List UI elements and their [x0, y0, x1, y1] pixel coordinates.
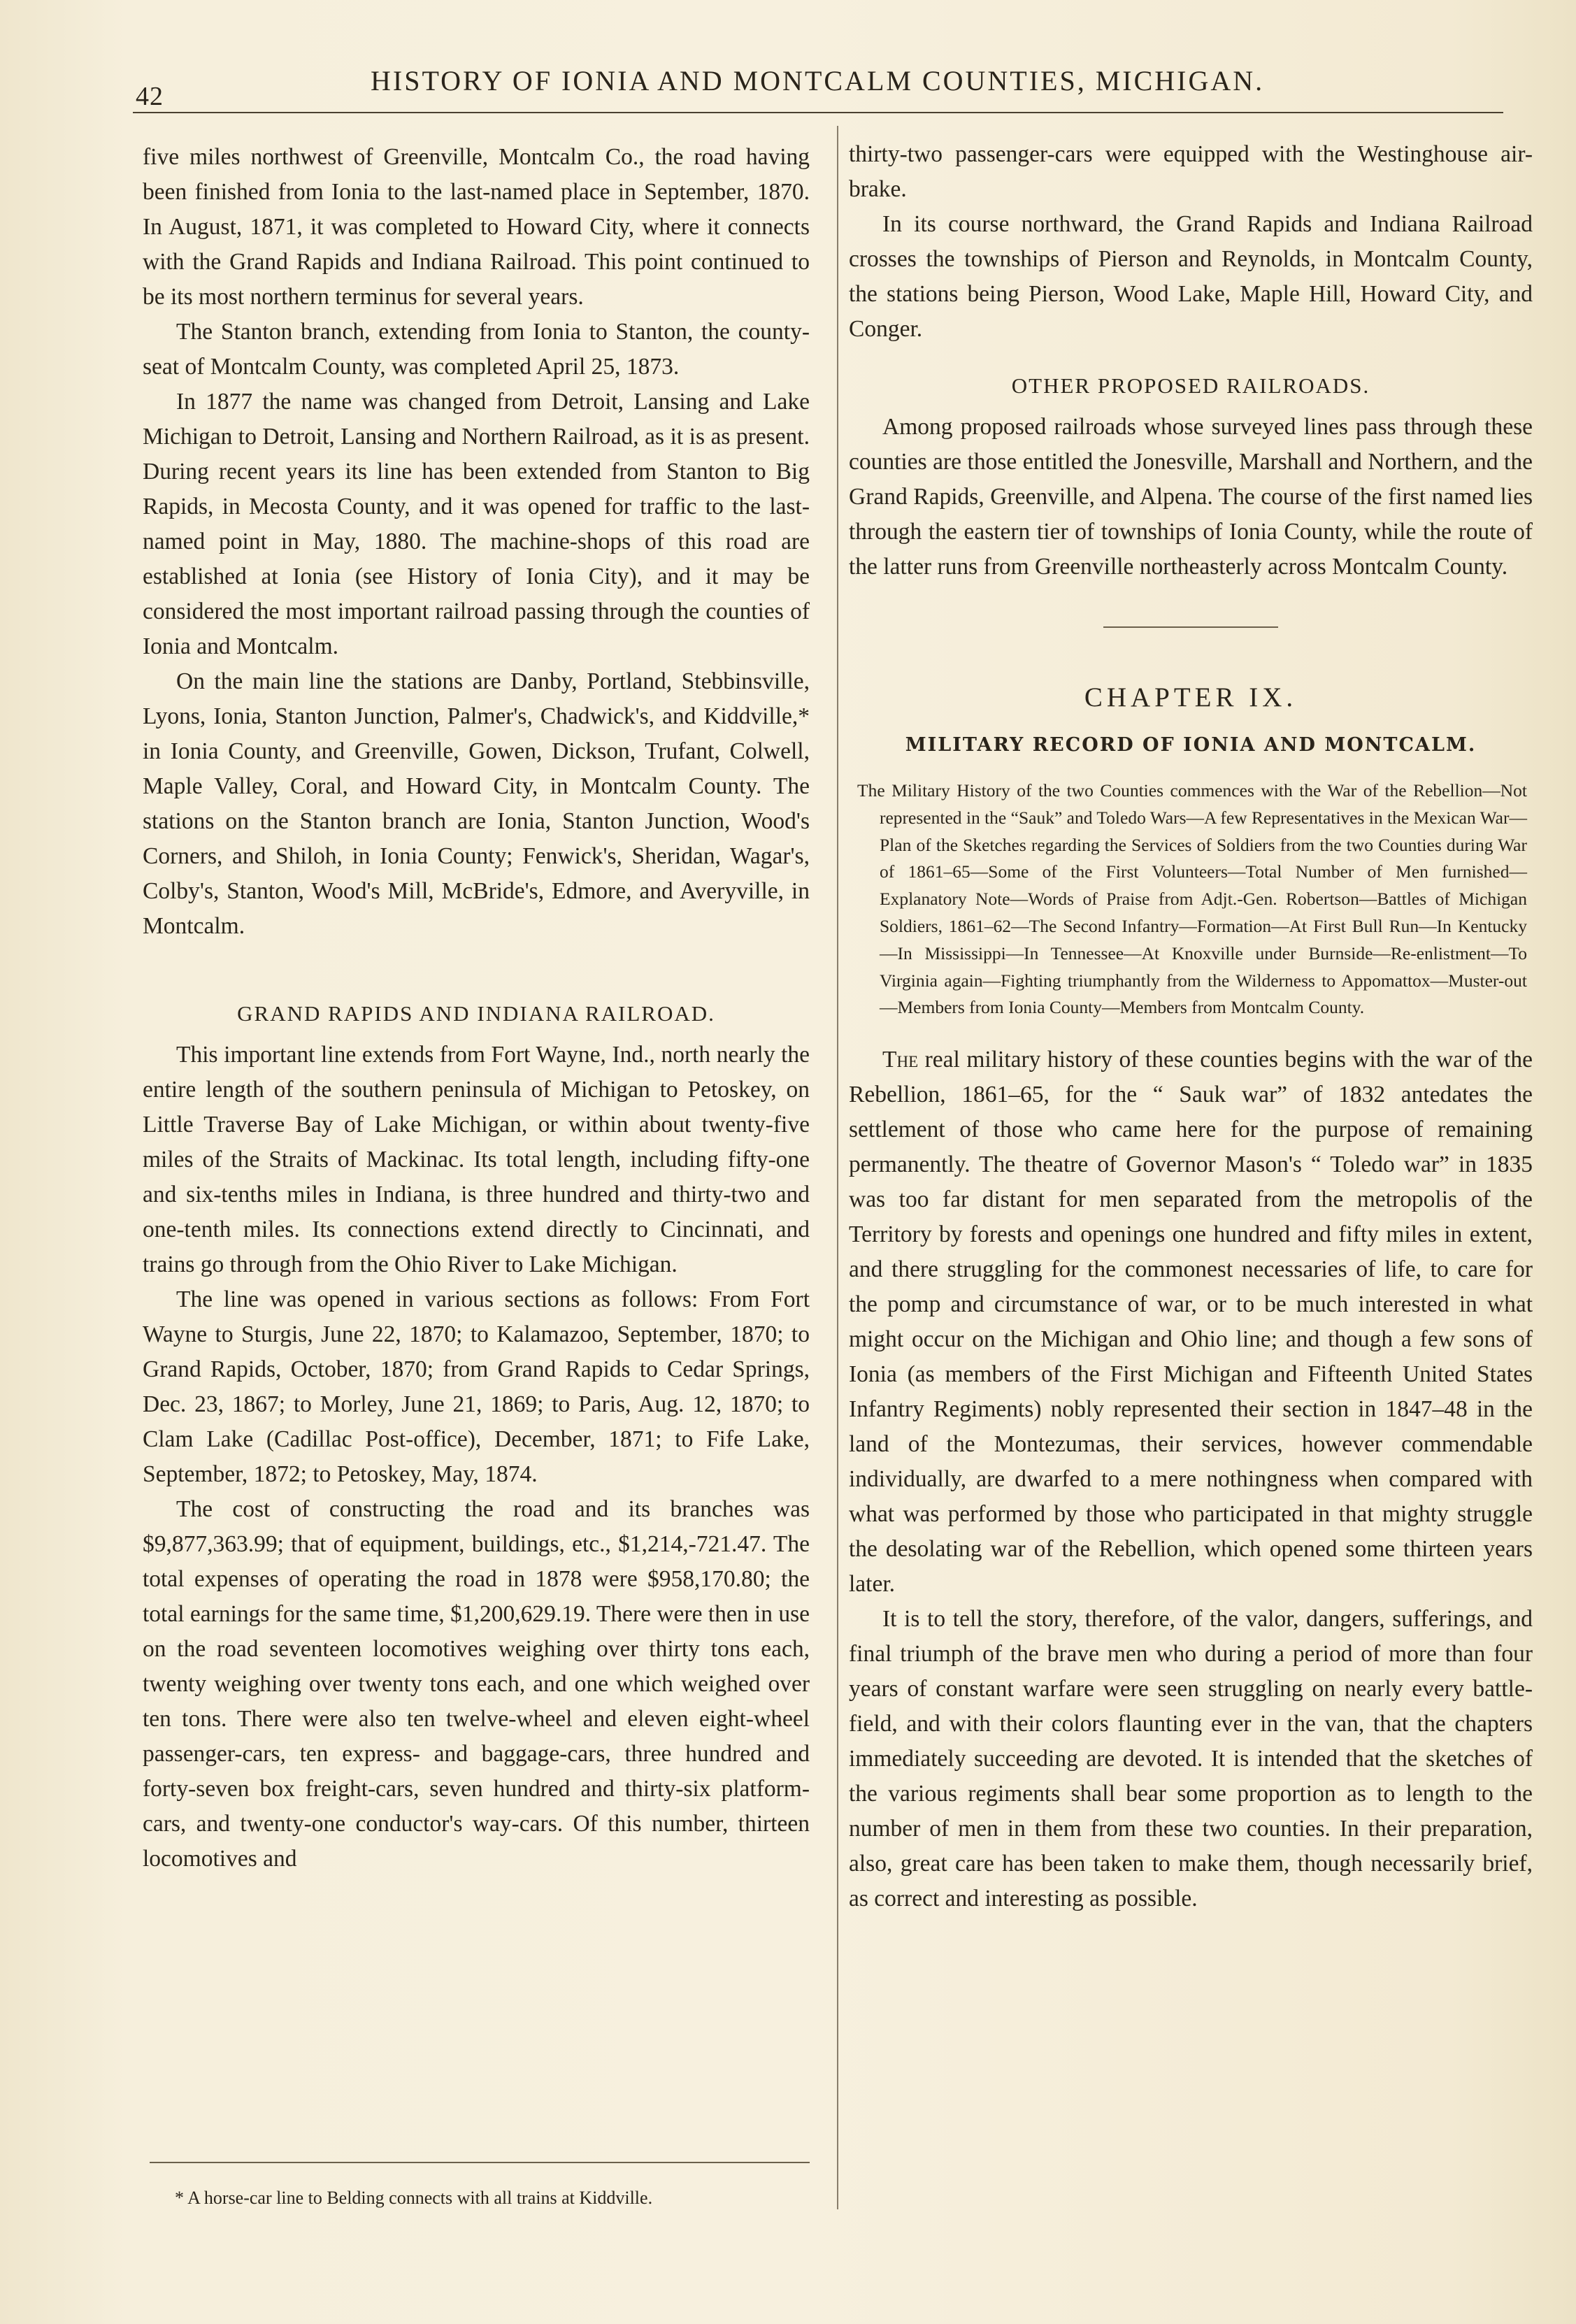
section-heading-proposed-railroads: OTHER PROPOSED RAILROADS. [1011, 373, 1370, 398]
left-column [143, 140, 810, 1877]
section-heading-grand-rapids: GRAND RAPIDS AND INDIANA RAILROAD. [237, 1001, 715, 1026]
chapter-synopsis: The Military History of the two Counties commences with the War of the Rebellion—Not represented in the “Sauk” and Toledo Wars—A few Representatives in the Mexican War—Plan of the Sketches regarding the Services of Soldiers from the two Counties during War of 1861–65—Some of the First Volunteers—Total Number of Men furnished—Explanatory Note—Words of Praise from Adjt.-Gen. Robertson—Battles of Michigan Soldiers, 1861–62—The Second Infantry—Formation—At First Bull Run—In Kentucky—In Mississippi—In Tennessee—At Knoxville under Burnside—Re-enlistment—To Virginia again—Fighting triumphantly from the Wilderness to Appomattox—Muster-out—Members from Ionia County—Members from Montcalm County. [857, 780, 1527, 1018]
opening-text: real military history of these counties begins with the war of the Rebellion, 1861–65, for the “ Sauk war” of 1832 antedates the settlement of those who came here for the purpose of remaining permanently. The theatre of Governor Mason's “ Toledo war” in 1835 was too far distant for men separated from the metropolis of the Territory by forests and openings one hundred and fifty miles in extent, and there struggling for the commonest necessaries of life, to care for the pomp and circumstance of war, or to be much interested in what might occur on the Michigan and Ohio line; and though a few sons of Ionia (as members of the First Michigan and Fifteenth United States Infantry Regiments) nobly represented their section in 1847–48 in the land of the Montezumas, their services, however commendable individually, are dwarfed to a mere nothingness when compared with what was performed by those who participated in that mighty struggle the desolating war of the Rebellion, which opened some thirteen years later. [849, 1047, 1533, 1598]
paragraph: Among proposed railroads whose surveyed lines pass through these counties are those entitled the Jonesville, Marshall and Northern, and the Grand Rapids, Greenville, and Alpena. The course of the first named lies through the eastern tier of townships of Ionia County, while the route of the latter runs from Greenville northeasterly across Montcalm County. [849, 414, 1533, 580]
paragraph: The cost of constructing the road and its branches was $9,877,363.99; that of equipment, buildings, etc., $1,214,-721.47. The total expenses of operating the road in 1878 were $958,170.80; the total earnings for the same time, $1,200,629.19. There were then in use on the road seventeen locomotives weighing over thirty tons each, twenty weighing over twenty tons each, and one which weighed over ten tons. There were also ten twelve-wheel and eleven eight-wheel passenger-cars, ten express- and baggage-cars, three hundred and forty-seven box freight-cars, seven hundred and thirty-six platform-cars, and twenty-one conductor's way-cars. Of this number, thirteen locomotives and [143, 1496, 810, 1872]
footnote: * A horse-car line to Belding connects with all trains at Kiddville. [175, 2188, 653, 2208]
paragraph: The Stanton branch, extending from Ionia to Stanton, the county-seat of Montcalm County, was completed April 25, 1873. [143, 319, 810, 380]
header-rule [133, 112, 1503, 113]
footnote-rule [150, 2162, 810, 2163]
paragraph: It is to tell the story, therefore, of the valor, dangers, sufferings, and final triumph of the brave men who during a period of more than four years of constant warfare were seen struggling on nearly every battle-field, and with their colors flaunting ever in the van, that the chapters immediately succeeding are devoted. It is intended that the sketches of the various regiments shall bear some proportion as to length to the number of men in them from these two counties. In their preparation, also, great care has been taken to make them, though necessarily brief, as correct and interesting as possible. [849, 1606, 1533, 1912]
chapter-opening-paragraph [849, 1042, 1533, 1602]
page-number: 42 [136, 82, 164, 111]
chapter-title: CHAPTER IX. [1084, 682, 1298, 712]
opening-word: The [882, 1047, 919, 1073]
paragraph: thirty-two passenger-cars were equipped with the Westinghouse air-brake. [849, 141, 1533, 202]
paragraph: five miles northwest of Greenville, Montcalm Co., the road having been finished from Ionia to the last-named place in September, 1870. In August, 1871, it was completed to Howard City, where it connects with the Grand Rapids and Indiana Railroad. This point continued to be its most northern terminus for several years. [143, 144, 810, 310]
paragraph: In 1877 the name was changed from Detroit, Lansing and Lake Michigan to Detroit, Lansing and Northern Railroad, as it is as present. During recent years its line has been extended from Stanton to Big Rapids, in Mecosta County, and it was opened for traffic to the last-named point in May, 1880. The machine-shops of this road are established at Ionia (see History of Ionia City), and it may be considered the most important railroad passing through the counties of Ionia and Montcalm. [143, 389, 810, 659]
chapter-subtitle: MILITARY RECORD OF IONIA AND MONTCALM. [905, 734, 1477, 756]
column-divider [837, 126, 838, 2209]
running-title: HISTORY OF IONIA AND MONTCALM COUNTIES, MICHIGAN. [371, 65, 1265, 96]
paragraph: On the main line the stations are Danby, Portland, Stebbinsville, Lyons, Ionia, Stanton Junction, Palmer's, Chadwick's, and Kiddville,* in Ionia County, and Greenville, Gowen, Dickson, Trufant, Colwell, Maple Valley, Coral, and Howard City, in Montcalm County. The stations on the Stanton branch are Ionia, Stanton Junction, Wood's Corners, and Shiloh, in Ionia County; Fenwick's, Sheridan, Wagar's, Colby's, Stanton, Wood's Mill, McBride's, Edmore, and Averyville, in Montcalm. [143, 668, 810, 939]
paragraph: This important line extends from Fort Wayne, Ind., north nearly the entire length of the southern peninsula of Michigan to Petoskey, on Little Traverse Bay of Lake Michigan, or within about twenty-five miles of the Straits of Mackinac. Its total length, including fifty-one and six-tenths miles in Indiana, is three hundred and thirty-two and one-tenth miles. Its connections extend directly to Cincinnati, and trains go through from the Ohio River to Lake Michigan. [143, 1042, 810, 1277]
right-column [849, 137, 1533, 1916]
paragraph: The line was opened in various sections as follows: From Fort Wayne to Sturgis, June 22, 1870; to Kalamazoo, September, 1870; to Grand Rapids, October, 1870; from Grand Rapids to Cedar Springs, Dec. 23, 1867; to Morley, June 21, 1869; to Paris, Aug. 12, 1870; to Clam Lake (Cadillac Post-office), December, 1871; to Fife Lake, September, 1872; to Petoskey, May, 1874. [143, 1286, 810, 1487]
section-separator-rule [1103, 626, 1278, 628]
paragraph: In its course northward, the Grand Rapids and Indiana Railroad crosses the townships of Pierson and Reynolds, in Montcalm County, the stations being Pierson, Wood Lake, Maple Hill, Howard City, and Conger. [849, 211, 1533, 342]
